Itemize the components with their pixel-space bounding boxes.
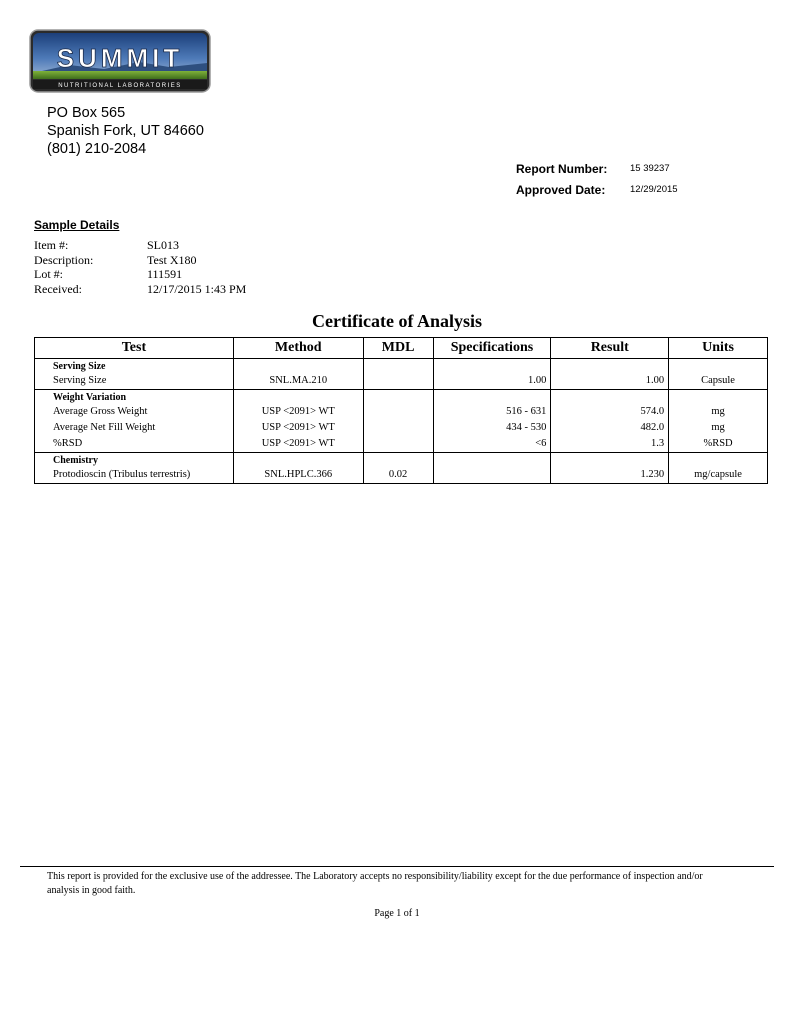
logo-tagline: NUTRITIONAL LABORATORIES [58, 83, 182, 89]
group-name: Weight Variation [35, 390, 234, 405]
sample-label: Lot #: [34, 267, 63, 281]
table-row [35, 404, 768, 420]
group-row-weight-variation [35, 390, 768, 405]
certificate-title: Certificate of Analysis [312, 311, 482, 331]
group-name: Chemistry [35, 453, 234, 468]
cell-spec: 1.00 [433, 373, 551, 390]
approved-date: 12/29/2015 [630, 184, 678, 195]
approved-date-label: Approved Date: [516, 182, 606, 197]
cell-test: %RSD [35, 436, 234, 453]
sample-value: 111591 [147, 267, 183, 281]
cell-result: 482.0 [551, 420, 669, 436]
cell-units: mg/capsule [669, 467, 768, 484]
cell-result: 1.3 [551, 436, 669, 453]
sample-value: SL013 [147, 238, 180, 252]
sample-value: Test X180 [147, 252, 197, 267]
cell-method: USP <2091> WT [233, 436, 363, 453]
logo-wordmark: SUMMIT [56, 43, 184, 73]
cell-test: Protodioscin (Tribulus terrestris) [35, 467, 234, 484]
cell-spec: 516 - 631 [433, 404, 551, 420]
col-header-method: Method [233, 338, 363, 359]
summit-logo-icon [29, 29, 211, 93]
cell-spec: <6 [433, 436, 551, 453]
group-row-serving-size [35, 359, 768, 374]
cell-mdl [363, 420, 433, 436]
sample-label: Description: [34, 252, 94, 267]
group-row-chemistry [35, 453, 768, 468]
sample-label: Received: [34, 281, 82, 296]
address-phone: (801) 210-2084 [47, 141, 147, 157]
table-header-row [35, 338, 768, 359]
col-header-mdl: MDL [363, 338, 433, 359]
col-header-specifications: Specifications [433, 338, 551, 359]
cell-mdl [363, 404, 433, 420]
col-header-test: Test [35, 338, 234, 359]
table-row [35, 436, 768, 453]
cell-test: Serving Size [35, 373, 234, 390]
sample-row-description [34, 253, 246, 268]
cell-mdl: 0.02 [363, 467, 433, 484]
table-row [35, 373, 768, 390]
report-meta [516, 158, 678, 200]
col-header-units: Units [669, 338, 768, 359]
sample-details-heading: Sample Details [34, 218, 120, 232]
sample-row-lot [34, 267, 246, 282]
cell-units: Capsule [669, 373, 768, 390]
address-line: PO Box 565 [47, 105, 126, 121]
cell-result: 574.0 [551, 404, 669, 420]
cell-method: SNL.MA.210 [233, 373, 363, 390]
results-table [34, 337, 768, 484]
table-row [35, 420, 768, 436]
cell-result: 1.230 [551, 467, 669, 484]
cell-method: SNL.HPLC.366 [233, 467, 363, 484]
cell-method: USP <2091> WT [233, 420, 363, 436]
cell-test: Average Gross Weight [35, 404, 234, 420]
cell-spec: 434 - 530 [433, 420, 551, 436]
sample-row-item [34, 238, 246, 253]
address-city: Spanish Fork, UT 84660 [47, 123, 204, 139]
lab-address [47, 104, 204, 158]
report-number-label: Report Number: [516, 161, 608, 176]
sample-details [34, 238, 246, 296]
sample-label: Item #: [34, 238, 69, 252]
sample-row-received [34, 282, 246, 297]
footer-divider [20, 866, 774, 867]
disclaimer-text: This report is provided for the exclusive use of the addressee. The Laboratory accepts no responsibility/liability except for the due performance of inspection and/or analysis in good faith. [47, 871, 703, 896]
cell-mdl [363, 436, 433, 453]
sample-value: 12/17/2015 1:43 PM [147, 281, 247, 296]
cell-result: 1.00 [551, 373, 669, 390]
cell-spec [433, 467, 551, 484]
group-name: Serving Size [35, 359, 234, 374]
cell-units: mg [669, 404, 768, 420]
cell-units: mg [669, 420, 768, 436]
cell-mdl [363, 373, 433, 390]
cell-method: USP <2091> WT [233, 404, 363, 420]
cell-units: %RSD [669, 436, 768, 453]
report-number: 15 39237 [630, 163, 670, 174]
company-logo [29, 29, 211, 93]
col-header-result: Result [551, 338, 669, 359]
page-number: Page 1 of 1 [374, 908, 420, 919]
table-row [35, 467, 768, 484]
cell-test: Average Net Fill Weight [35, 420, 234, 436]
